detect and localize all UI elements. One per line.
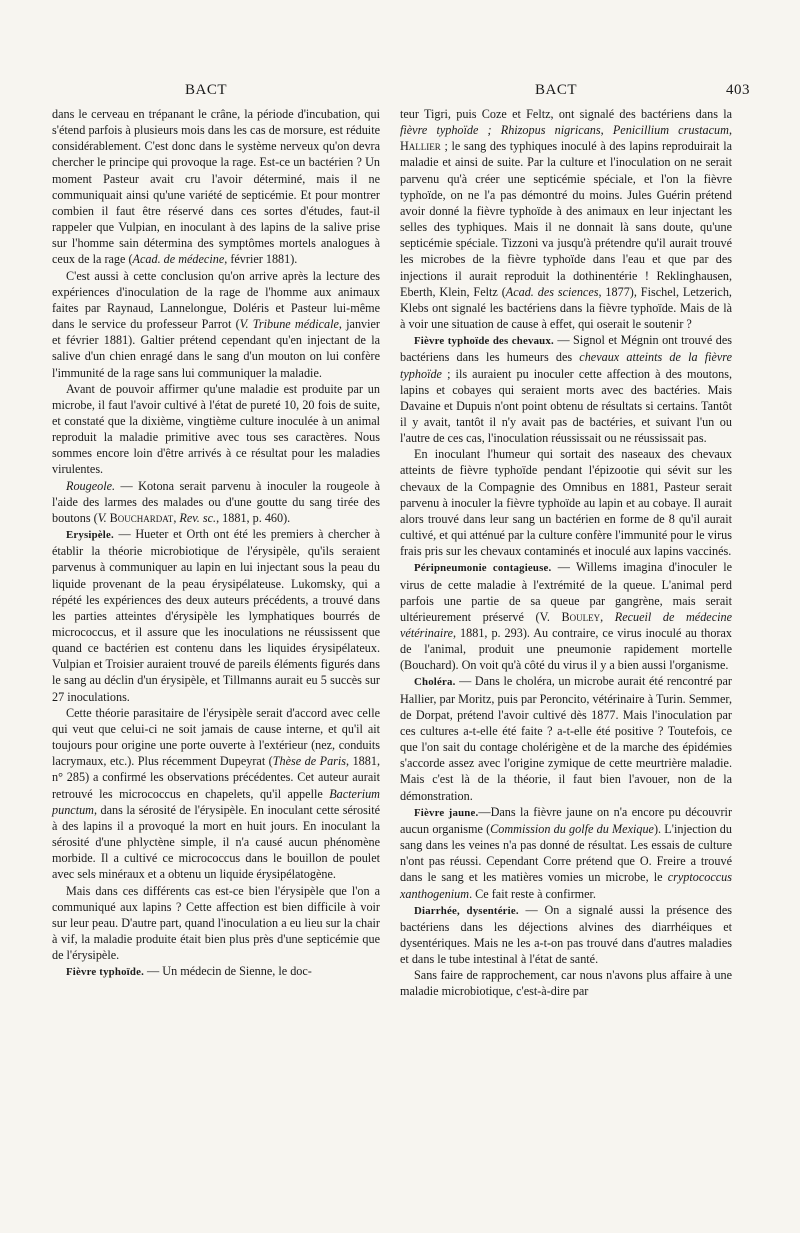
running-head <box>52 82 752 104</box>
heading-cholera: Choléra. <box>414 676 456 689</box>
paragraph-peripneumonie: Péripneumonie contagieuse. — Willems imagina d'inoculer le virus de cette maladie à l'extrémité de la queue. L'animal perd parfois une partie de sa queue par gangrène, mais serait ultérieurement préservé (V. Bouley, Recueil de médecine vétérinaire, 1881, p. 293). Au contraire, ce virus inoculé au thorax de l'animal, produit une pneumonie rapidement mortelle (Bouchard). On voit qu'à côté du virus il y a bien aussi l'organisme. <box>400 560 733 673</box>
paragraph-diarrhee: Diarrhée, dysentérie. — On a signalé aussi la présence des bactériens dans les déjections alvines des diarrhéiques et dysentériques. Mais ne les a-t-on pas trouvé dans d'autres maladies et dans le tube intestinal à l'état de santé. <box>400 902 732 967</box>
paragraph-erysipele: Erysipèle. — Hueter et Orth ont été les premiers à chercher à établir la théorie microbiotique de l'érysipèle, qu'ils seraient parvenus à communiquer au lapin en lui injectant sous la peau du liquide provenant de la peau érysipélateuse. Lukomsky, qui a répété les expériences des deux auteurs précédents, a trouvé dans les parties atteintes d'érysipèle les lymphatiques bourrés de micrococcus, et il assure que les inoculations ne réussissent que quand ce bactérien est contenu dans les liquides érysipélateux. Vulpian et Troisier auraient trouvé de pareils éléments figurés dans le sang au déclin d'un érysipèle, et Tillmanns aurait eu 5 succès sur 27 inoculations. <box>52 527 380 704</box>
heading-diarrhee: Diarrhée, dysentérie. <box>414 904 519 917</box>
heading-erysipele: Erysipèle. <box>66 529 114 542</box>
paragraph-fievre-jaune: Fièvre jaune.—Dans la fièvre jaune on n'a encore pu découvrir aucun organisme (Commission du golfe du Mexique). L'injection du sang dans les veines n'a pas donné de résultat. Les essais de culture n'ont pas réussi. Cependant Corre prétend que O. Freire a trouvé dans le sang et les matières vomies un microbe, le cryptococcus xanthogenium. Ce fait reste à confirmer. <box>400 804 733 901</box>
paragraph-erysipele-theorie: Cette théorie parasitaire de l'érysipèle serait d'accord avec celle qui veut que celui-ci ne soit jamais de cause interne, et qu'il ait toujours pour origine une porte ouverte à l'extérieur (nez, conduits lacrymaux, etc.). Plus récemment Dupeyrat (Thèse de Paris, 1881, n° 285) a confirmé les observations précédentes. Cet auteur aurait retrouvé les micrococcus en chapelets, qu'il appelle Bacterium punctum, dans la sérosité de l'érysipèle. En inoculant cette sérosité à des lapins il a provoqué la mort en huit jours. En inoculant la sérosité d'une phlyctène simple, il n'a causé aucun phénomène morbide. Il a cultivé ce micrococcus dans le bouillon de poulet avec sels minéraux et a obtenu un liquide érysipélatogène. <box>52 705 380 882</box>
left-column <box>52 106 380 980</box>
paragraph-fievre-typhoide: Fièvre typhoïde. — Un médecin de Sienne, le doc- <box>66 964 312 979</box>
heading-fievre-typhoide: Fièvre typhoïde. <box>66 966 144 979</box>
heading-fievre-jaune: Fièvre jaune. <box>414 806 479 819</box>
paragraph-cholera: Choléra. — Dans le choléra, un microbe aurait été rencontré par Hallier, par Moritz, puis par Peroncito, vétérinaire à Turin. Semmer, de Dorpat, prétend l'avoir cultivé dès 1877. Mais l'inoculation par ces cultures a-t-elle été faite ? a-t-elle été positive ? Toutefois, ce que l'on sait du contage cholérigène et de la marche des épidémies s'accorde assez avec l'origine zymique de cette meurtrière maladie. Mais c'est là de la théorie, il faut bien l'avouer, non de la démonstration. <box>400 674 732 803</box>
paragraph-pasteur-chevaux: En inoculant l'humeur qui sortait des naseaux des chevaux atteints de fièvre typhoïde pendant l'épizootie qui sévit sur les chevaux de la Compagnie des Omnibus en 1881, Pasteur serait parvenu à inoculer la fièvre typhoïde au lapin et au cobaye. Il aurait alors trouvé dans leur sang un bactérien en forme de 8 qu'il aurait cultivé, et qui atténué par la culture confère l'immunité pour le virus frais pris sur les chevaux contaminés et inoculé aux lapins vaccinés. <box>400 447 732 559</box>
heading-peripneumonie: Péripneumonie contagieuse. <box>414 562 552 575</box>
paragraph-rage-incubation: dans le cerveau en trépanant le crâne, la période d'incubation, qui s'étend parfois à plusieurs mois dans les cas de morsure, est réduite considérablement. C'est donc dans le système nerveux qu'on devra chercher le principe qui provoque la rage. Est-ce un bactérien ? Un moment Pasteur avait cru l'avoir déterminé, mais il ne communiquait ainsi qu'une variété de septicémie. Et pour montrer combien il faut être réservé dans ces sortes d'études, faut-il rappeler que Vulpian, en inoculant à des lapins de la salive prise sur l'homme sain détermina des symptômes mortels analogues à ceux de la rage (Acad. de médecine, février 1881). <box>52 107 380 267</box>
right-column <box>400 106 732 1000</box>
heading-typhoide-chevaux: Fièvre typhoïde des chevaux. <box>414 335 554 348</box>
paragraph-erysipele-doute: Mais dans ces différents cas est-ce bien l'érysipèle que l'on a communiqué aux lapins ? Cette affection est bien difficile à voir sur leur peau. D'autre part, quand l'inoculation a eu lieu sur la chair à vif, la maladie produite était bien plus près d'une septicémie que de l'érysipèle. <box>52 883 380 963</box>
paragraph-rougeole: Rougeole. — Kotona serait parvenu à inoculer la rougeole à l'aide des larmes des malades ou d'une goutte du sang tirée des boutons (V. Bouchardat, Rev. sc., 1881, p. 460). <box>52 478 380 525</box>
paragraph-rage-experiences: C'est aussi à cette conclusion qu'on arrive après la lecture des expériences d'inoculation de la rage de l'homme aux animaux faites par Raynaud, Lannelongue, Doléris et Pasteur lui-même dans le service du professeur Parrot (V. Tribune médicale, janvier et février 1881). Galtier prétend cependant qu'en injectant de la salive d'un chien enragé dans le sang d'un mouton on lui confère l'immunité de la rage sans lui communiquer la maladie. <box>52 268 380 380</box>
header-right-title: BACT <box>535 82 578 98</box>
heading-rougeole: Rougeole. <box>66 478 116 493</box>
paragraph-rapprochement: Sans faire de rapprochement, car nous n'avons plus affaire à une maladie microbiotique, c'est-à-dire par <box>400 968 732 999</box>
paragraph-typhoide-suite: teur Tigri, puis Coze et Feltz, ont signalé des bactériens dans la fièvre typhoïde ; Rhizopus nigricans, Penicillium crustacum, Hallier ; le sang des typhiques inoculé à des lapins reproduirait la maladie et ainsi de suite. Par la culture et l'inoculation on ne serait parvenu qu'à créer une septicémie spéciale, et l'on la fièvre typhoïde, on ne l'a pas démontré du moins. Jules Guérin prétend avoir donné la fièvre typhoïde à des animaux en leur injectant les selles des typhiques. Mais il ne donnait là sans doute, qu'une septicémie spéciale. Tizzoni va jusqu'à prétendre qu'il aurait trouvé les microbes de la fièvre typhoïde dans l'eau et que par des injections il aurait reproduit la dothinentérie ! Reklinghausen, Eberth, Klein, Feltz (Acad. des sciences, 1877), Fischel, Letzerich, Klebs ont signalé les bactériens dans la fièvre typhoïde. Mais de là à voir une situation de cause à effet, qui oserait le soutenir ? <box>400 107 732 332</box>
paragraph-culture-purete: Avant de pouvoir affirmer qu'une maladie est produite par un microbe, il faut l'avoir cultivé à l'état de pureté 10, 20 fois de suite, et constaté que la dixième, vingtième culture inoculée à un animal reproduit la maladie primitive avec tous ses caractères. Nous sommes encore loin d'être arrivés à ce résultat pour les maladies virulentes. <box>52 381 380 477</box>
header-left-title: BACT <box>185 82 228 98</box>
paragraph-typhoide-chevaux: Fièvre typhoïde des chevaux. — Signol et Mégnin ont trouvé des bactériens dans les humeurs des chevaux atteints de la fièvre typhoïde ; ils auraient pu inoculer cette affection à des moutons, lapins et cobayes qui seraient morts avec des bactéries. Mais Davaine et Dupuis n'ont point obtenu de résultats si certains. Tantôt il y avait, tantôt il n'y avait pas de bactéries, et suivant l'un ou l'autre de ces cas, l'inoculation réussissait ou ne réussissait pas. <box>400 333 733 446</box>
page-number: 403 <box>726 82 750 98</box>
